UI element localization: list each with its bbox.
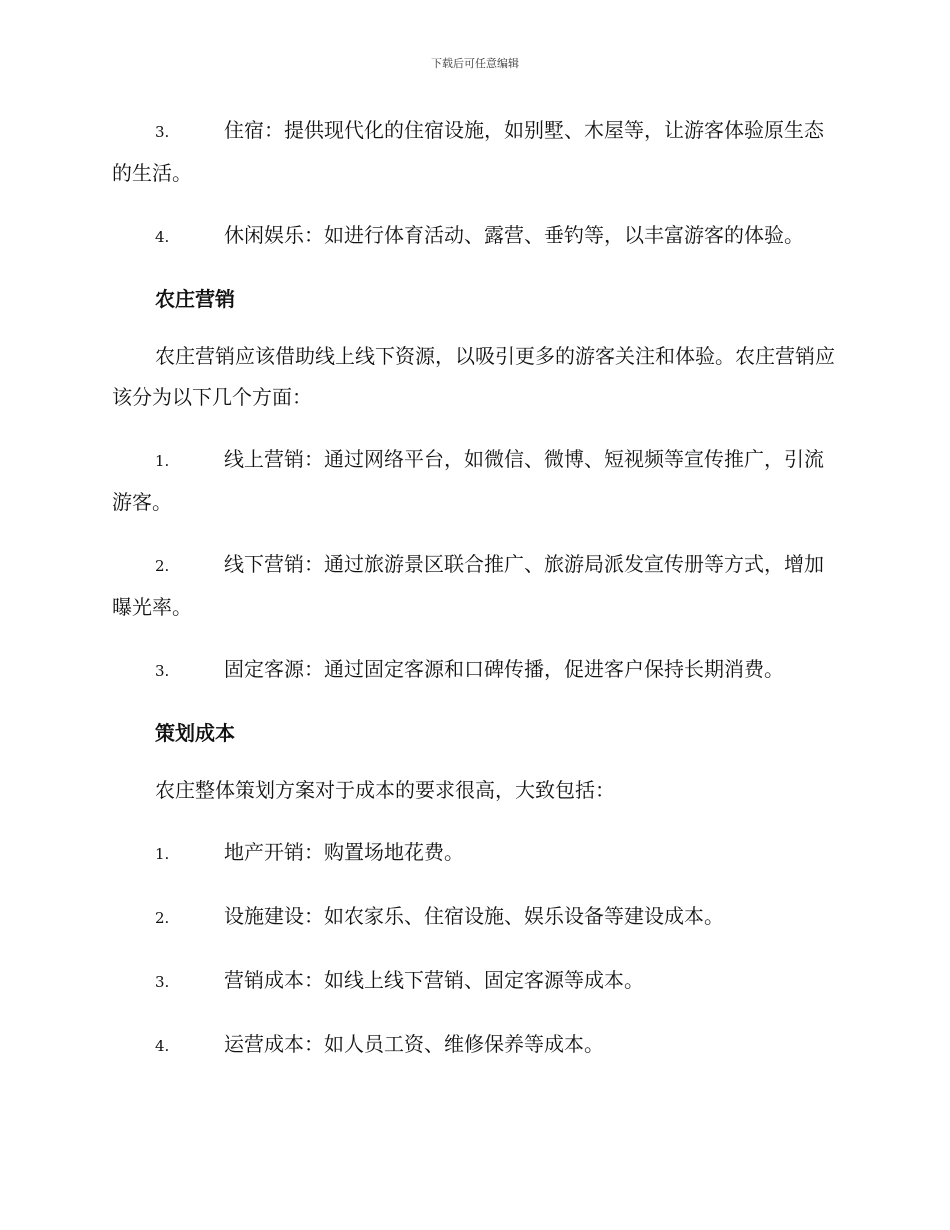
list-item xyxy=(112,896,837,939)
section-intro-marketing: 农庄营销应该借助线上线下资源，以吸引更多的游客关注和体验。农庄营销应该分为以下几个方面： xyxy=(112,344,835,409)
list-item xyxy=(112,110,837,194)
section-intro-cost: 农庄整体策划方案对于成本的要求很高，大致包括： xyxy=(155,778,615,802)
list-text: 住宿：提供现代化的住宿设施，如别墅、木屋等，让游客体验原生态的生活。 xyxy=(112,118,824,185)
list-number: 3. xyxy=(155,662,170,680)
list-text: 运营成本：如人员工资、维修保养等成本。 xyxy=(224,1032,604,1056)
list-text: 地产开销：购置场地花费。 xyxy=(224,840,464,864)
list-text: 固定客源：通过固定客源和口碑传播，促进客户保持长期消费。 xyxy=(224,657,784,681)
list-item xyxy=(112,960,837,1003)
list-number: 1. xyxy=(155,452,170,470)
list-number: 1. xyxy=(155,845,170,863)
list-text: 线上营销：通过网络平台，如微信、微博、短视频等宣传推广，引流游客。 xyxy=(112,447,824,514)
list-text: 营销成本：如线上线下营销、固定客源等成本。 xyxy=(224,968,644,992)
list-number: 2. xyxy=(155,909,170,927)
list-item xyxy=(112,1024,837,1067)
list-item xyxy=(112,215,837,258)
list-item xyxy=(112,649,837,692)
list-text: 设施建设：如农家乐、住宿设施、娱乐设备等建设成本。 xyxy=(224,904,724,928)
list-text: 休闲娱乐：如进行体育活动、露营、垂钓等，以丰富游客的体验。 xyxy=(224,223,804,247)
list-number: 4. xyxy=(155,228,170,246)
document-body xyxy=(112,110,837,1088)
section-heading-cost: 策划成本 xyxy=(155,721,235,745)
list-number: 3. xyxy=(155,973,170,991)
page-header: 下载后可任意编辑 xyxy=(431,57,519,70)
list-item xyxy=(112,832,837,875)
list-number: 4. xyxy=(155,1037,170,1055)
list-number: 2. xyxy=(155,557,170,575)
list-item xyxy=(112,439,837,523)
list-item xyxy=(112,544,837,628)
list-number: 3. xyxy=(155,123,170,141)
section-heading-marketing: 农庄营销 xyxy=(155,287,235,311)
list-text: 线下营销：通过旅游景区联合推广、旅游局派发宣传册等方式，增加曝光率。 xyxy=(112,552,824,619)
